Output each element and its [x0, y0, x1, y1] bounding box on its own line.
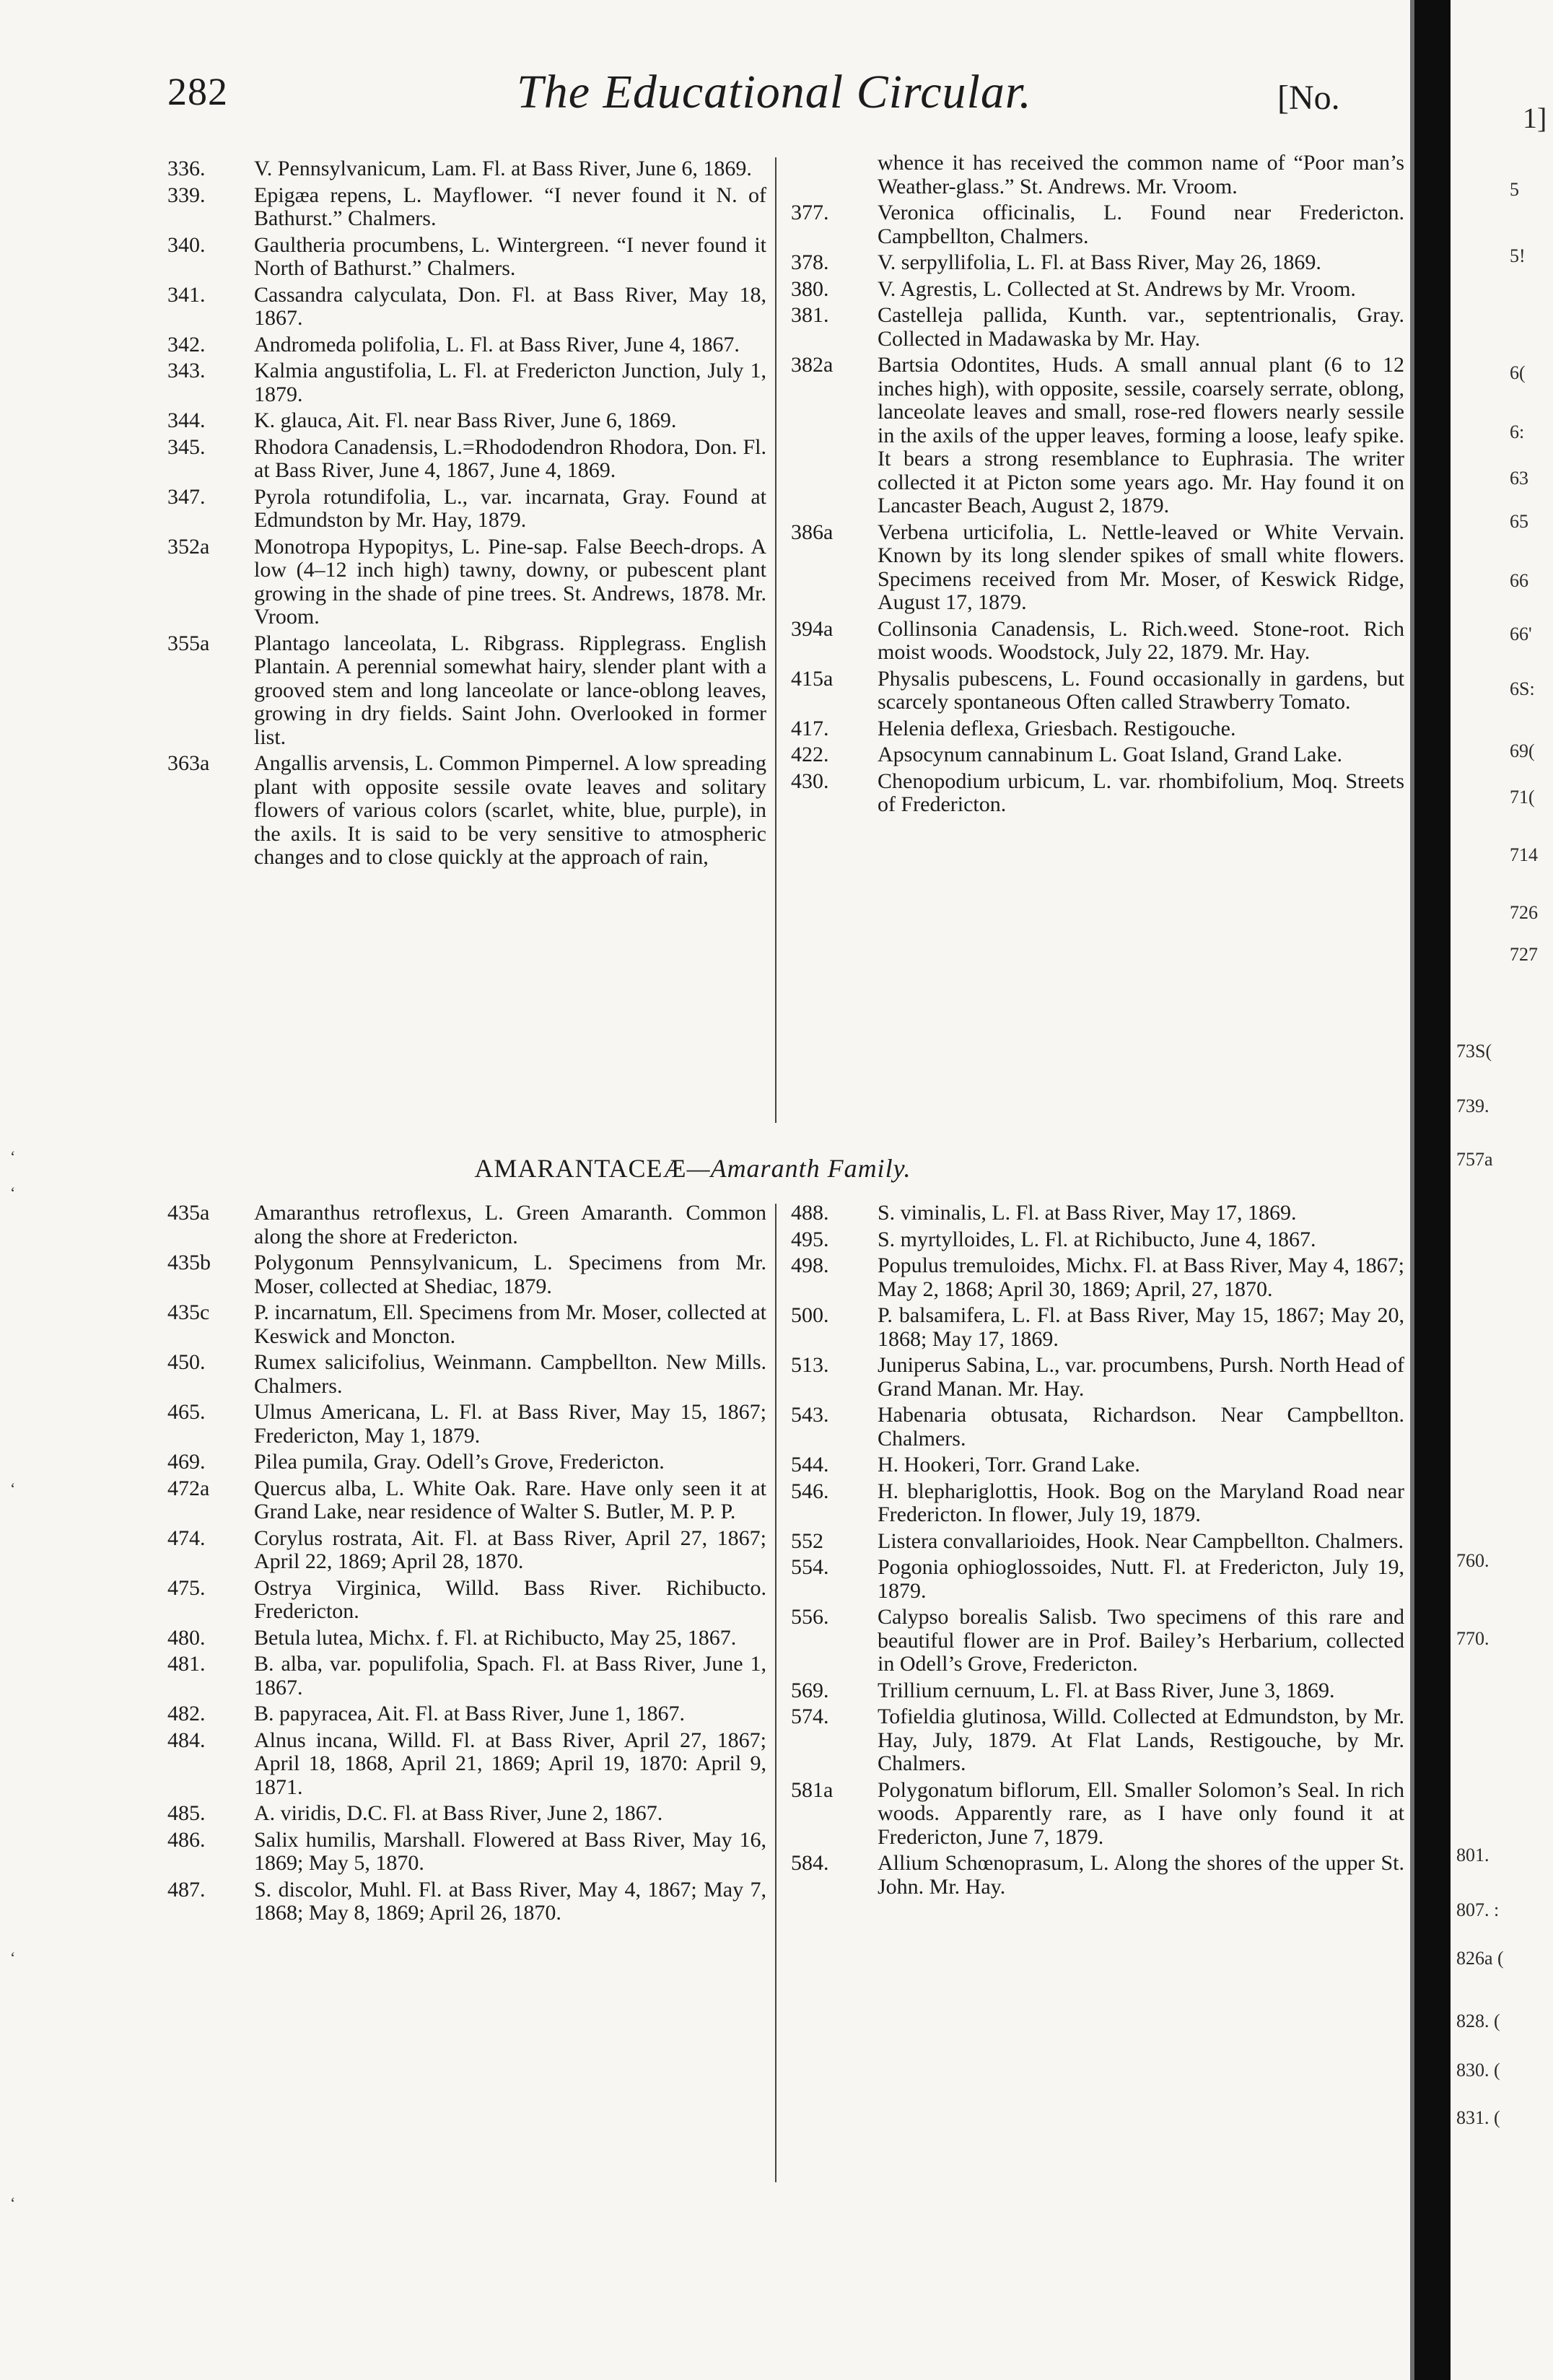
- entry-number: 363a: [167, 751, 210, 775]
- species-entry: [791, 278, 1404, 302]
- margin-fragment: 5!: [1510, 245, 1526, 266]
- entry-text: Pilea pumila, Gray. Odell’s Grove, Fredericton.: [254, 1450, 665, 1474]
- entry-text: Pogonia ophioglossoides, Nutt. Fl. at Fredericton, July 19, 1879.: [878, 1555, 1404, 1603]
- entry-number: 569.: [791, 1678, 829, 1702]
- entry-number: 498.: [791, 1254, 829, 1277]
- margin-fragment: 66': [1510, 624, 1532, 644]
- stray-mark: ‘: [10, 1479, 16, 1497]
- species-entry: [791, 152, 1404, 198]
- species-entry: [791, 1304, 1404, 1351]
- species-entry: [167, 1829, 766, 1876]
- species-entry: [167, 284, 766, 331]
- margin-fragment: 73S(: [1456, 1041, 1492, 1062]
- entry-number: 345.: [167, 434, 206, 459]
- entry-number: 415a: [791, 666, 834, 691]
- family-common-name: —Amaranth Family.: [686, 1154, 911, 1183]
- entry-text: Alnus incana, Willd. Fl. at Bass River, April 27, 1867; April 18, 1868, April 21, 1869; April 19, 1870: April 9, 1871.: [254, 1728, 766, 1799]
- entry-text: V. Pennsylvanicum, Lam. Fl. at Bass River, June 6, 1869.: [254, 157, 752, 180]
- entry-text: Polygonum Pennsylvanicum, L. Specimens from Mr. Moser, collected at Shediac, 1879.: [254, 1251, 766, 1298]
- species-entry: [791, 770, 1404, 817]
- entry-number: 487.: [167, 1877, 206, 1902]
- entry-text: B. alba, var. populifolia, Spach. Fl. at Bass River, June 1, 1867.: [254, 1652, 766, 1699]
- entry-number: 488.: [791, 1201, 829, 1225]
- entry-text: Chenopodium urbicum, L. var. rhombifolium, Moq. Streets of Fredericton.: [878, 769, 1404, 816]
- entry-number: 544.: [791, 1453, 829, 1476]
- species-entry: [167, 1527, 766, 1574]
- entry-number: 554.: [791, 1555, 829, 1579]
- lower-left-column: [167, 1202, 766, 1928]
- entry-text: Physalis pubescens, L. Found occasionally in gardens, but scarcely spontaneous Often called Strawberry Tomato.: [878, 666, 1404, 714]
- entry-text: Monotropa Hypopitys, L. Pine-sap. False Beech-drops. A low (4–12 inch high) tawny, downy, or pubescent plant growing in the shade of pine trees. St. Andrews, 1878. Mr. Vroom.: [254, 534, 766, 629]
- entry-text: Apsocynum cannabinum L. Goat Island, Grand Lake.: [878, 743, 1342, 766]
- entry-number: 481.: [167, 1652, 206, 1676]
- species-entry: [791, 1228, 1404, 1252]
- entry-text: whence it has received the common name of “Poor man’s Weather-glass.” St. Andrews. Mr. Vroom.: [878, 151, 1404, 198]
- species-entry: [167, 1577, 766, 1624]
- entry-number: 378.: [791, 250, 829, 274]
- species-entry: [167, 1451, 766, 1474]
- species-entry: [167, 1301, 766, 1348]
- species-entry: [167, 1878, 766, 1925]
- margin-fragment: 726: [1510, 902, 1538, 923]
- entry-number: 485.: [167, 1801, 206, 1825]
- species-entry: [167, 333, 766, 357]
- entry-text: Bartsia Odontites, Huds. A small annual plant (6 to 12 inches high), with opposite, sessile, coarsely serrate, oblong, lanceolate leaves and small, rose-red flowers nearly sessile in the axils of the upper leaves, forming a loose, leafy spike. It bears a strong resemblance to Euphrasia. The writer collected it at Picton some years ago. Mr. Hay found it on Lancaster Beach, August 2, 1879.: [878, 353, 1404, 517]
- entry-number: 472a: [167, 1476, 210, 1500]
- upper-column-divider: [775, 157, 776, 1123]
- species-entry: [167, 1477, 766, 1524]
- species-entry: [167, 359, 766, 406]
- margin-fragment: 831. (: [1456, 2107, 1500, 2128]
- entry-text: Andromeda polifolia, L. Fl. at Bass River, June 4, 1867.: [254, 332, 740, 356]
- species-entry: [791, 354, 1404, 518]
- entry-number: 417.: [791, 716, 829, 740]
- entry-number: 556.: [791, 1605, 829, 1629]
- entry-text: Veronica officinalis, L. Found near Fredericton. Campbellton, Chalmers.: [878, 201, 1404, 248]
- species-entry: [791, 1679, 1404, 1703]
- species-entry: [167, 1802, 766, 1826]
- species-entry: [167, 486, 766, 533]
- species-entry: [167, 436, 766, 483]
- family-name: AMARANTACEÆ: [474, 1154, 687, 1183]
- species-entry: [791, 668, 1404, 714]
- species-entry: [791, 1480, 1404, 1527]
- margin-fragment: 801.: [1456, 1845, 1489, 1865]
- species-entry: [791, 1530, 1404, 1554]
- entry-number: 355a: [167, 631, 210, 655]
- margin-fragment: 66: [1510, 570, 1528, 591]
- entry-text: Polygonatum biflorum, Ell. Smaller Solomon’s Seal. In rich woods. Apparently rare, as I have only found it at Fredericton, June 7, 1879.: [878, 1777, 1404, 1849]
- species-entry: [167, 1729, 766, 1800]
- margin-fragment: 63: [1510, 468, 1528, 489]
- entry-number: 339.: [167, 183, 206, 207]
- entry-number: 430.: [791, 769, 829, 793]
- upper-left-column: [167, 157, 766, 872]
- species-entry: [791, 1354, 1404, 1401]
- entry-text: Castelleja pallida, Kunth. var., septentrionalis, Gray. Collected in Madawaska by Mr. Hay.: [878, 303, 1404, 351]
- species-entry: [791, 1254, 1404, 1301]
- entry-text: Trillium cernuum, L. Fl. at Bass River, June 3, 1869.: [878, 1678, 1335, 1702]
- species-entry: [791, 743, 1404, 767]
- entry-text: A. viridis, D.C. Fl. at Bass River, June 2, 1867.: [254, 1801, 663, 1825]
- entry-number: 475.: [167, 1575, 206, 1600]
- species-entry: [167, 535, 766, 629]
- species-entry: [791, 1705, 1404, 1776]
- species-entry: [167, 1251, 766, 1298]
- margin-fragment: 770.: [1456, 1628, 1489, 1649]
- margin-fragment: 6S:: [1510, 678, 1535, 699]
- margin-fragment: 1]: [1523, 102, 1547, 134]
- entry-text: Helenia deflexa, Griesbach. Restigouche.: [878, 716, 1236, 740]
- entry-text: P. incarnatum, Ell. Specimens from Mr. Moser, collected at Keswick and Moncton.: [254, 1300, 766, 1348]
- entry-text: K. glauca, Ait. Fl. near Bass River, June 6, 1869.: [254, 408, 677, 432]
- entry-number: 422.: [791, 743, 829, 766]
- species-entry: [791, 521, 1404, 615]
- entry-text: Epigæa repens, L. Mayflower. “I never found it N. of Bathurst.” Chalmers.: [254, 183, 766, 230]
- entry-number: 394a: [791, 616, 834, 641]
- species-entry: [791, 1779, 1404, 1850]
- margin-fragment: 714: [1510, 844, 1538, 865]
- species-entry: [791, 251, 1404, 275]
- entry-number: 341.: [167, 282, 206, 307]
- species-entry: [167, 1627, 766, 1650]
- entry-number: 344.: [167, 408, 206, 432]
- margin-fragment: 6(: [1510, 362, 1526, 383]
- entry-text: Cassandra calyculata, Don. Fl. at Bass River, May 18, 1867.: [254, 282, 766, 330]
- binding-shadow: [1414, 0, 1451, 2380]
- journal-title: The Educational Circular.: [517, 66, 1032, 118]
- entry-text: Rumex salicifolius, Weinmann. Campbellton. New Mills. Chalmers.: [254, 1350, 766, 1398]
- entry-text: Angallis arvensis, L. Common Pimpernel. A low spreading plant with opposite sessile ovate leaves and solitary flowers of various colors (scarlet, white, blue, purple), in the axils. It is said to be very sensitive to atmospheric changes and to close quickly at the approach of rain,: [254, 751, 766, 869]
- stray-mark: ‘: [10, 2194, 16, 2212]
- entry-number: 581a: [791, 1777, 834, 1802]
- species-entry: [167, 157, 766, 181]
- entry-number: 500.: [791, 1303, 829, 1327]
- margin-fragment: 71(: [1510, 787, 1535, 808]
- entry-number: 450.: [167, 1350, 206, 1374]
- entry-text: Betula lutea, Michx. f. Fl. at Richibucto, May 25, 1867.: [254, 1625, 737, 1650]
- species-entry: [791, 304, 1404, 351]
- entry-number: 380.: [791, 276, 829, 301]
- species-entry: [791, 1453, 1404, 1477]
- margin-fragment: 830. (: [1456, 2060, 1500, 2081]
- entry-text: S. viminalis, L. Fl. at Bass River, May 17, 1869.: [878, 1201, 1297, 1225]
- entry-text: S. myrtylloides, L. Fl. at Richibucto, June 4, 1867.: [878, 1227, 1316, 1251]
- entry-text: V. serpyllifolia, L. Fl. at Bass River, May 26, 1869.: [878, 250, 1321, 274]
- margin-fragment: 727: [1510, 944, 1538, 965]
- entry-text: Corylus rostrata, Ait. Fl. at Bass River, April 27, 1867; April 22, 1869; April 28, 1870.: [254, 1526, 766, 1573]
- entry-number: 382a: [791, 353, 834, 377]
- species-entry: [167, 632, 766, 750]
- entry-text: Juniperus Sabina, L., var. procumbens, Pursh. North Head of Grand Manan. Mr. Hay.: [878, 1353, 1404, 1401]
- lower-right-column: [791, 1202, 1404, 1902]
- margin-fragment: 828. (: [1456, 2011, 1500, 2031]
- entry-text: B. papyracea, Ait. Fl. at Bass River, June 1, 1867.: [254, 1702, 686, 1725]
- species-entry: [791, 1202, 1404, 1225]
- entry-text: Gaultheria procumbens, L. Wintergreen. “I never found it North of Bathurst.” Chalmers.: [254, 232, 766, 280]
- entry-text: Ostrya Virginica, Willd. Bass River. Richibucto. Fredericton.: [254, 1575, 766, 1623]
- entry-text: Plantago lanceolata, L. Ribgrass. Ripplegrass. English Plantain. A perennial somewhat hairy, slender plant with a grooved stem and long lanceolate or lance-oblong leaves, growing in dry fields. Saint John. Overlooked in former list.: [254, 631, 766, 749]
- margin-fragment: 757a: [1456, 1149, 1493, 1170]
- entry-text: Habenaria obtusata, Richardson. Near Campbellton. Chalmers.: [878, 1403, 1404, 1451]
- entry-text: Amaranthus retroflexus, L. Green Amaranth. Common along the shore at Fredericton.: [254, 1201, 766, 1248]
- entry-number: 342.: [167, 332, 206, 356]
- species-entry: [791, 1606, 1404, 1676]
- entry-text: P. balsamifera, L. Fl. at Bass River, May 15, 1867; May 20, 1868; May 17, 1869.: [878, 1303, 1404, 1351]
- entry-text: S. discolor, Muhl. Fl. at Bass River, May 4, 1867; May 7, 1868; May 8, 1869; April 26, 1870.: [254, 1877, 766, 1925]
- margin-fragment: 760.: [1456, 1550, 1489, 1571]
- species-entry: [791, 717, 1404, 741]
- species-entry: [167, 1702, 766, 1726]
- issue-number-fragment: [No.: [1277, 79, 1340, 117]
- species-entry: [791, 1852, 1404, 1899]
- entry-number: 513.: [791, 1353, 829, 1377]
- entry-number: 543.: [791, 1403, 829, 1427]
- entry-text: Kalmia angustifolia, L. Fl. at Fredericton Junction, July 1, 1879.: [254, 359, 766, 406]
- species-entry: [167, 234, 766, 281]
- section-heading: [332, 1153, 1054, 1184]
- entry-text: Populus tremuloides, Michx. Fl. at Bass River, May 4, 1867; May 2, 1868; April 30, 1869; April, 27, 1870.: [878, 1254, 1404, 1301]
- stray-mark: ‘: [10, 1184, 16, 1202]
- entry-number: 495.: [791, 1227, 829, 1251]
- entry-number: 343.: [167, 359, 206, 382]
- entry-number: 474.: [167, 1526, 206, 1550]
- margin-fragment: 807. :: [1456, 1899, 1500, 1920]
- entry-text: V. Agrestis, L. Collected at St. Andrews by Mr. Vroom.: [878, 276, 1356, 301]
- species-entry: [791, 1556, 1404, 1603]
- margin-fragment: 69(: [1510, 740, 1535, 761]
- entry-number: 584.: [791, 1851, 829, 1875]
- entry-number: 484.: [167, 1728, 206, 1752]
- margin-fragment: 65: [1510, 511, 1528, 532]
- species-entry: [167, 409, 766, 433]
- entry-text: Listera convallarioides, Hook. Near Campbellton. Chalmers.: [878, 1528, 1404, 1553]
- entry-number: 546.: [791, 1479, 829, 1503]
- entry-number: 336.: [167, 157, 206, 180]
- entry-number: 347.: [167, 484, 206, 509]
- species-entry: [791, 201, 1404, 248]
- margin-fragment: 739.: [1456, 1095, 1489, 1116]
- species-entry: [791, 618, 1404, 665]
- entry-text: Collinsonia Canadensis, L. Rich.weed. Stone-root. Rich moist woods. Woodstock, July 22, 1879. Mr. Hay.: [878, 616, 1404, 664]
- entry-text: Calypso borealis Salisb. Two specimens of this rare and beautiful flower are in Prof. Bailey’s Herbarium, collected in Odell’s Grove, Fredericton.: [878, 1605, 1404, 1676]
- margin-fragment: 5: [1510, 179, 1519, 200]
- entry-text: H. blephariglottis, Hook. Bog on the Maryland Road near Fredericton. In flower, July 19, 1879.: [878, 1479, 1404, 1526]
- entry-number: 480.: [167, 1625, 206, 1650]
- entry-text: Verbena urticifolia, L. Nettle-leaved or White Vervain. Known by its long slender spikes of small white flowers. Specimens received from Mr. Moser, of Keswick Ridge, August 17, 1879.: [878, 520, 1404, 614]
- entry-number: 435c: [167, 1300, 210, 1324]
- margin-fragment: 6:: [1510, 421, 1525, 442]
- entry-text: Tofieldia glutinosa, Willd. Collected at Edmundston, by Mr. Hay, July, 1879. At Flat Lands, Restigouche, by Mr. Chalmers.: [878, 1705, 1404, 1775]
- entry-text: Salix humilis, Marshall. Flowered at Bass River, May 16, 1869; May 5, 1870.: [254, 1827, 766, 1875]
- entry-number: 352a: [167, 534, 210, 559]
- upper-right-column: [791, 152, 1404, 820]
- species-entry: [167, 1351, 766, 1398]
- entry-number: 482.: [167, 1702, 206, 1725]
- margin-fragment: 826a (: [1456, 1948, 1504, 1969]
- entry-text: Quercus alba, L. White Oak. Rare. Have only seen it at Grand Lake, near residence of Walter S. Butler, M. P. P.: [254, 1476, 766, 1523]
- entry-number: 377.: [791, 201, 829, 224]
- facing-page-margin: [1456, 0, 1553, 2380]
- entry-number: 435b: [167, 1251, 211, 1274]
- entry-text: H. Hookeri, Torr. Grand Lake.: [878, 1453, 1140, 1476]
- stray-mark: ‘: [10, 1948, 16, 1966]
- entry-number: 435a: [167, 1201, 210, 1225]
- entry-number: 486.: [167, 1827, 206, 1852]
- lower-column-divider: [775, 1204, 776, 2182]
- entry-number: 386a: [791, 520, 834, 544]
- species-entry: [167, 1202, 766, 1248]
- species-entry: [791, 1404, 1404, 1451]
- stray-mark: ‘: [10, 1147, 16, 1165]
- species-entry: [167, 184, 766, 231]
- page-header: [0, 0, 1553, 137]
- species-entry: [167, 1653, 766, 1699]
- entry-number: 574.: [791, 1705, 829, 1728]
- page-number: 282: [167, 70, 228, 113]
- species-entry: [167, 1401, 766, 1448]
- entry-number: 381.: [791, 303, 829, 327]
- entry-number: 340.: [167, 232, 206, 257]
- entry-number: 465.: [167, 1400, 206, 1424]
- entry-text: Pyrola rotundifolia, L., var. incarnata, Gray. Found at Edmundston by Mr. Hay, 1879.: [254, 484, 766, 532]
- entry-text: Ulmus Americana, L. Fl. at Bass River, May 15, 1867; Fredericton, May 1, 1879.: [254, 1400, 766, 1448]
- entry-text: Rhodora Canadensis, L.=Rhododendron Rhodora, Don. Fl. at Bass River, June 4, 1867, June 4, 1869.: [254, 434, 766, 482]
- entry-number: 552: [791, 1528, 823, 1553]
- entry-number: 469.: [167, 1450, 206, 1474]
- entry-text: Allium Schœnoprasum, L. Along the shores of the upper St. John. Mr. Hay.: [878, 1851, 1404, 1899]
- species-entry: [167, 752, 766, 870]
